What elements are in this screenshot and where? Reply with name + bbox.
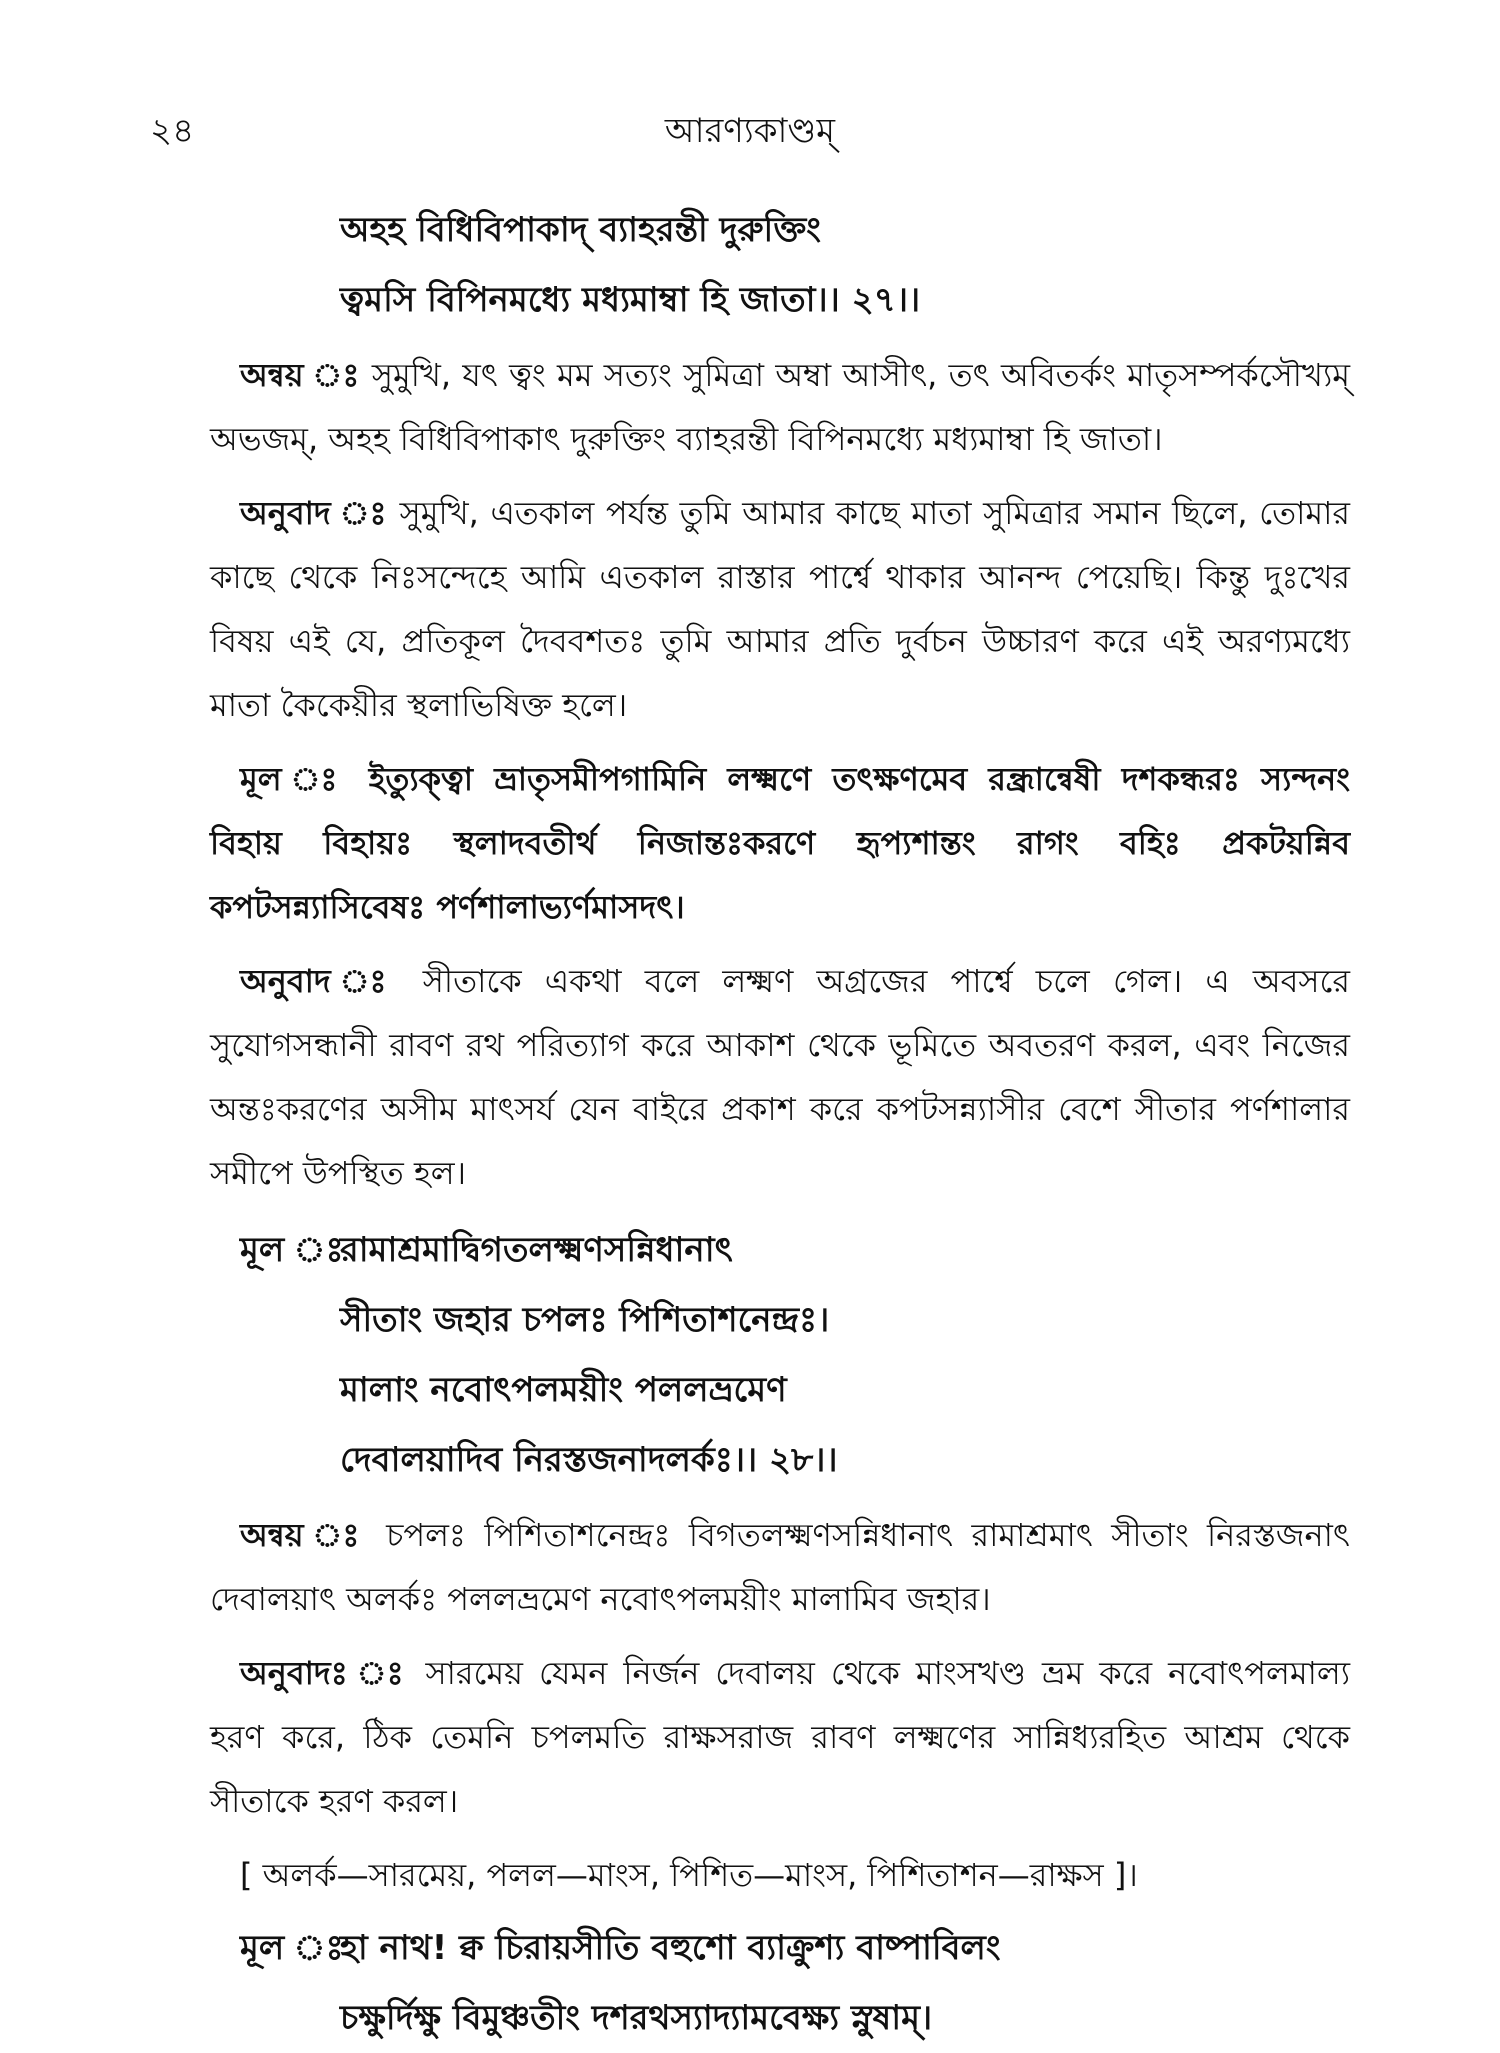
anuvad-text: সারমেয় যেমন নির্জন দেবালয় থেকে মাংসখণ্ড ভ্রম করে নবোৎপলমাল্য হরণ করে, ঠিক তেমনি চপলমতি রাক্ষসরাজ রাবণ লক্ষ্মণের সান্নিধ্যরহিত আশ্রম থেকে সীতাকে হরণ করল।	[210, 1654, 1350, 1820]
verse-29	[210, 1913, 1350, 2053]
mul-label: মূল ঃ	[240, 1230, 344, 1270]
page-header	[150, 105, 1350, 165]
verse-28-line-2: সীতাং জহার চপলঃ পিশিতাশনেন্দ্রঃ।	[340, 1300, 830, 1340]
anuvad-text: সুমুখি, এতকাল পর্যন্ত তুমি আমার কাছে মাতা সুমিত্রার সমান ছিলে, তোমার কাছে থেকে নিঃসন্দেহে আমি এতকাল রাস্তার পার্শ্বে থাকার আনন্দ পেয়েছি। কিন্তু দুঃখের বিষয় এই যে, প্রতিকূল দৈববশতঃ তুমি আমার প্রতি দুর্বচন উচ্চারণ করে এই অরণ্যমধ্যে মাতা কৈকেয়ীর স্থলাভিষিক্ত হলে।	[210, 494, 1351, 724]
page-content	[210, 195, 1350, 2053]
glossary-note: [ অলর্ক—সারমেয়, পলল—মাংস, পিশিত—মাংস, পিশিতাশন—রাক্ষস ]।	[240, 1856, 1138, 1894]
mul-label: মূল ঃ	[240, 1928, 344, 1968]
mul-text: ইত্যুক্ত্বা ভ্রাতৃসমীপগামিনি লক্ষ্মণে তৎক্ষণমেব রন্ধ্রান্বেষী দশকন্ধরঃ স্যন্দনং বিহায় বিহায়ঃ স্থলাদবতীর্থ নিজান্তঃকরণে হৃপ্যশান্তং রাগং বহিঃ প্রকটয়ন্নিব কপটসন্ন্যাসিবেষঃ পর্ণশালাভ্যর্ণমাসদৎ।	[210, 760, 1351, 926]
anuvad-27	[210, 481, 1350, 737]
anvaya-label: অন্বয় ঃ	[240, 356, 361, 394]
mul-prose	[210, 747, 1350, 939]
verse-27-line-1: অহহ বিধিবিপাকাদ্ ব্যাহরন্তী দুরুক্তিং	[340, 210, 821, 250]
anuvad-label: অনুবাদঃ ঃ	[240, 1654, 410, 1692]
anvaya-text: সুমুখি, যৎ ত্বং মম সত্যং সুমিত্রা অম্বা আসীৎ, তৎ অবিতর্কং মাতৃসম্পর্কসৌখ্যম্ অভজম্, অহহ বিধিবিপাকাৎ দুরুক্তিং ব্যাহরন্তী বিপিনমধ্যে মধ্যমাম্বা হি জাতা।	[210, 356, 1350, 458]
anvaya-text: চপলঃ পিশিতাশনেন্দ্রঃ বিগতলক্ষ্মণসন্নিধানাৎ রামাশ্রমাৎ সীতাং নিরস্তজনাৎ দেবালয়াৎ অলর্কঃ পললভ্রমেণ নবোৎপলময়ীং মালামিব জহার।	[210, 1516, 1350, 1618]
verse-29-line-1: হা নাথ! ক্ব চিরায়সীতি বহুশো ব্যাক্রুশ্য বাষ্পাবিলং	[340, 1928, 1001, 1968]
running-title: আরণ্যকাণ্ডম্	[664, 111, 836, 151]
anvaya-28	[210, 1503, 1350, 1631]
verse-28-line-1: রামাশ্রমাদ্বিগতলক্ষ্মণসন্নিধানাৎ	[340, 1230, 733, 1270]
verse-28-line-4: দেবালয়াদিব নিরস্তজনাদলর্কঃ।। ২৮।।	[340, 1440, 838, 1480]
verse-28	[210, 1215, 1350, 1495]
verse-27-line-2: ত্বমসি বিপিনমধ্যে মধ্যমাম্বা হি জাতা।। ২৭।।	[340, 280, 921, 320]
anuvad-text: সীতাকে একথা বলে লক্ষ্মণ অগ্রজের পার্শ্বে চলে গেল। এ অবসরে সুযোগসন্ধানী রাবণ রথ পরিত্যাগ করে আকাশ থেকে ভূমিতে অবতরণ করল, এবং নিজের অন্তঃকরণের অসীম মাৎসর্য যেন বাইরে প্রকাশ করে কপটসন্ন্যাসীর বেশে সীতার পর্ণশালার সমীপে উপস্থিত হল।	[210, 962, 1351, 1192]
anuvad-28	[210, 1641, 1350, 1833]
mul-label: মূল ঃ	[240, 760, 348, 798]
anuvad-prose	[210, 949, 1350, 1205]
anuvad-label: অনুবাদ ঃ	[240, 962, 400, 1000]
verse-28-line-3: মালাং নবোৎপলময়ীং পললভ্রমেণ	[340, 1370, 787, 1410]
anvaya-label: অন্বয় ঃ	[240, 1516, 368, 1554]
page-number: ২৪	[150, 111, 195, 151]
anuvad-label: অনুবাদ ঃ	[240, 494, 389, 532]
anvaya-27	[210, 343, 1350, 471]
verse-29-line-2: চক্ষুর্দিক্ষু বিমুঞ্চতীং দশরথস্যাদ্যামবেক্ষ্য স্নুষাম্।	[340, 1998, 933, 2038]
